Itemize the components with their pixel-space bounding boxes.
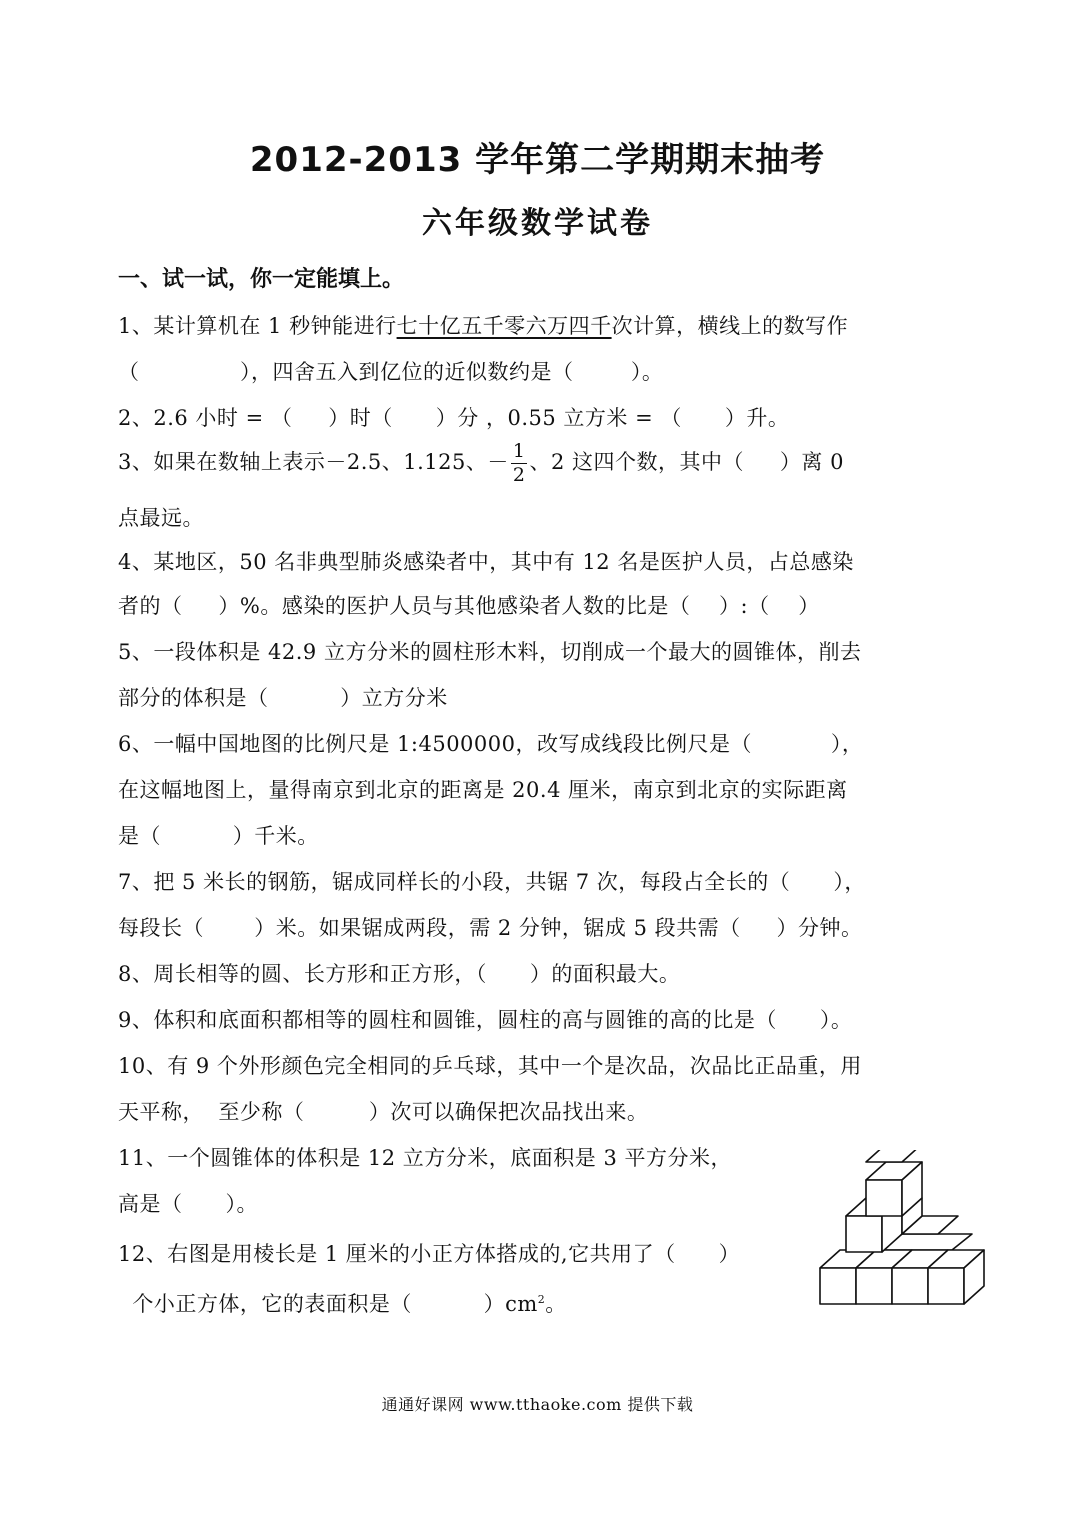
question-12-text: 个小正方体，它的表面积是（ ）cm — [118, 1292, 538, 1316]
fraction-denominator: 2 — [512, 464, 526, 486]
question-1-line-1 — [118, 310, 848, 340]
question-7-line-2: 每段长（ ）米。如果锯成两段，需 2 分钟，锯成 5 段共需（ ）分钟。 — [118, 916, 863, 940]
question-4-line-2: 者的（ ）%。感染的医护人员与其他感染者人数的比是（ ）:（ ） — [118, 594, 820, 618]
cube-front-face — [928, 1268, 964, 1304]
question-5-line-2: 部分的体积是（ ）立方分米 — [118, 686, 448, 710]
cube-front-face — [892, 1268, 928, 1304]
question-3-text-a: 3、如果在数轴上表示－2.5、1.125、－ — [118, 450, 509, 474]
footer-credit: 通通好课网 www.tthaoke.com 提供下载 — [381, 1395, 694, 1414]
page-title: 2012-2013 学年第二学期期末抽考 — [249, 140, 826, 180]
superscript: 2 — [537, 1293, 546, 1306]
cube-top-face — [866, 1150, 922, 1162]
question-8-line-1: 8、周长相等的圆、长方形和正方形，（ ）的面积最大。 — [118, 962, 681, 986]
question-9-line-1: 9、体积和底面积都相等的圆柱和圆锥，圆柱的高与圆锥的高的比是（ ）。 — [118, 1008, 853, 1032]
fraction — [511, 442, 528, 485]
cube-front-face — [846, 1216, 882, 1252]
cube-stack-figure — [812, 1150, 1012, 1310]
question-12-line-1: 12、右图是用棱长是 1 厘米的小正方体搭成的,它共用了（ ） — [118, 1242, 741, 1266]
cube-front-face — [866, 1180, 902, 1216]
question-10-line-2: 天平称， 至少称（ ）次可以确保把次品找出来。 — [118, 1100, 649, 1124]
question-6-line-3: 是（ ）千米。 — [118, 824, 319, 848]
question-10-line-1: 10、有 9 个外形颜色完全相同的乒乓球，其中一个是次品，次品比正品重，用 — [118, 1054, 862, 1078]
section-heading: 一、试一试，你一定能填上。 — [118, 267, 405, 292]
question-12-line-2 — [118, 1288, 567, 1318]
question-1-text-b: 次计算，横线上的数写作 — [611, 314, 849, 338]
question-6-line-1: 6、一幅中国地图的比例尺是 1:4500000，改写成线段比例尺是（ ）， — [118, 732, 864, 756]
question-3-text-b: 、2 这四个数，其中（ ）离 0 — [529, 450, 844, 474]
question-6-line-2: 在这幅地图上，量得南京到北京的距离是 20.4 厘米，南京到北京的实际距离 — [118, 778, 848, 802]
question-11-line-1: 11、一个圆锥体的体积是 12 立方分米，底面积是 3 平方分米， — [118, 1146, 733, 1170]
question-3-line-2: 点最远。 — [118, 506, 204, 530]
question-2-line-1: 2、2.6 小时 = （ ）时（ ）分 ，0.55 立方米 = （ ）升。 — [118, 406, 790, 430]
question-3-line-1 — [118, 442, 844, 485]
cube-front-face — [820, 1268, 856, 1304]
question-11-line-2: 高是（ ）。 — [118, 1192, 259, 1216]
question-7-line-1: 7、把 5 米长的钢筋，锯成同样长的小段，共锯 7 次，每段占全长的（ ）， — [118, 870, 866, 894]
question-1-line-2: （ ），四舍五入到亿位的近似数约是（ ）。 — [118, 360, 664, 384]
page-subtitle: 六年级数学试卷 — [422, 206, 653, 241]
question-1-text-a: 1、某计算机在 1 秒钟能进行 — [118, 314, 397, 338]
question-1-underlined-number: 七十亿五千零六万四千 — [396, 314, 612, 338]
fraction-numerator: 1 — [512, 440, 526, 462]
cube-front-face — [856, 1268, 892, 1304]
question-5-line-1: 5、一段体积是 42.9 立方分米的圆柱形木料，切削成一个最大的圆锥体，削去 — [118, 640, 862, 664]
question-12-end: 。 — [545, 1292, 567, 1316]
question-4-line-1: 4、某地区，50 名非典型肺炎感染者中，其中有 12 名是医护人员，占总感染 — [118, 550, 854, 574]
